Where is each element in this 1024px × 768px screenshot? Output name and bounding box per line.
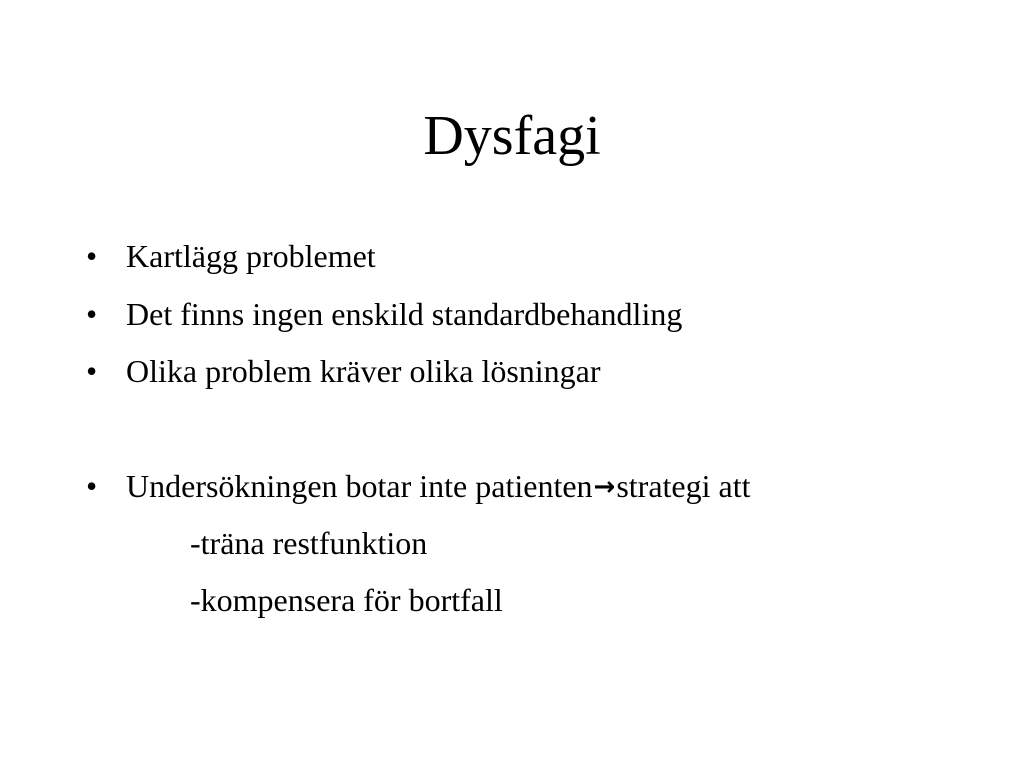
sub-item-text: -träna restfunktion [190, 525, 428, 561]
bullet-text-after-arrow: strategi att [616, 468, 751, 504]
right-arrow-icon: → [593, 472, 616, 502]
bullet-text [126, 466, 751, 507]
bullet-icon: • [86, 238, 98, 274]
bullet-icon: • [86, 353, 98, 389]
sub-item-text: -kompensera för bortfall [190, 582, 503, 618]
bullet-text: Det finns ingen enskild standardbehandling [126, 296, 683, 332]
bullet-text-before-arrow: Undersökningen botar inte patienten [126, 468, 593, 504]
bullet-text: Kartlägg problemet [126, 238, 376, 274]
bullet-text: Olika problem kräver olika lösningar [126, 353, 601, 389]
bullet-icon: • [86, 468, 98, 504]
bullet-icon: • [86, 296, 98, 332]
slide-title: Dysfagi [423, 105, 601, 167]
